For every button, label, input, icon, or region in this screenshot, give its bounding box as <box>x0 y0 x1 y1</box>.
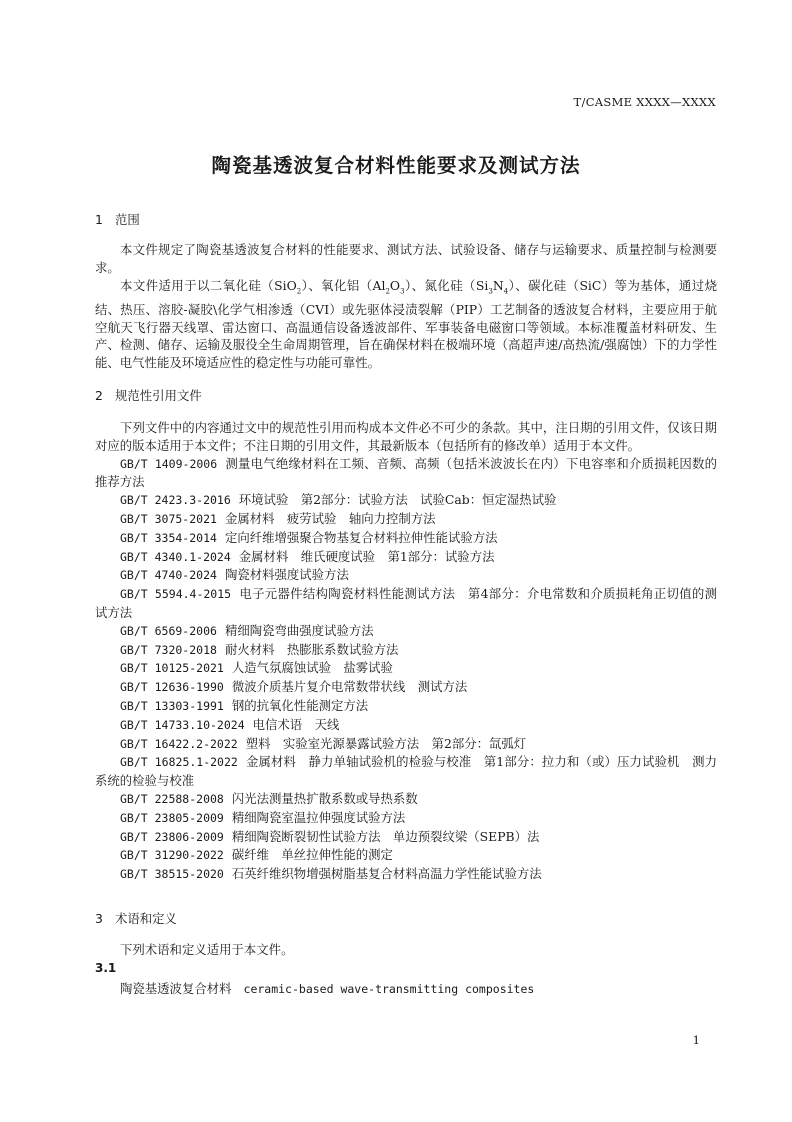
reference-item <box>95 641 717 660</box>
page-number: 1 <box>692 1033 700 1047</box>
reference-title: 石英纤维织物增强树脂基复合材料高温力学性能试验方法 <box>231 866 542 882</box>
reference-code: GB/T 14733.10-2024 <box>120 717 245 732</box>
document-title: 陶瓷基透波复合材料性能要求及测试方法 <box>211 154 581 177</box>
reference-title: 陶瓷材料强度试验方法 <box>224 567 349 583</box>
reference-code: GB/T 16825.1-2022 <box>120 755 238 770</box>
standard-number: T/CASME XXXX—XXXX <box>573 95 716 109</box>
reference-title: 精细陶瓷弯曲强度试验方法 <box>224 622 374 638</box>
section-normative-references <box>95 386 717 404</box>
reference-title: 环境试验 第2部分：试验方法 试验Cab：恒定湿热试验 <box>238 492 557 508</box>
reference-code: GB/T 6569-2006 <box>120 623 217 638</box>
references-list <box>95 419 717 884</box>
term-entry <box>95 979 717 997</box>
reference-code: GB/T 23806-2009 <box>120 829 224 844</box>
section-number: 1 <box>95 212 103 227</box>
scope-paragraph-2: 本文件适用于以二氧化硅（SiO$_2$）、氧化铝$(Al_2O_3)$、氮化硅$(Si_3N_4)$、碳化硅（SiC）等为基体，通过烧结、热压、溶胶-凝胶\化学气相渗透（CVI）或先驱体浸渍裂解（PIP）工艺制备的透波复合材料，主要应用于航空航天飞行器天线罩、雷达窗口、高温通信设备透波部件、军事装备电磁窗口等领域。本标准覆盖材料研发、生产、检测、储存、运输及服役全生命周期管理，旨在确保材料在极端环境（高超声速/高热流/强腐蚀）下的力学性能、电气性能及环境适应性的稳定性与功能可靠性。 <box>95 277 717 371</box>
reference-item <box>95 753 717 790</box>
reference-code: GB/T 38515-2020 <box>120 867 224 882</box>
reference-item <box>95 865 717 884</box>
reference-code: GB/T 31290-2022 <box>120 848 224 863</box>
section-heading <box>95 210 717 228</box>
reference-item <box>95 697 717 716</box>
reference-code: GB/T 4740-2024 <box>120 568 217 583</box>
reference-item <box>95 678 717 697</box>
reference-title: 定向纤维增强聚合物基复合材料拉伸性能试验方法 <box>224 529 498 545</box>
reference-item <box>95 846 717 865</box>
scope-paragraphs <box>95 241 717 372</box>
section-title: 范围 <box>115 212 140 227</box>
reference-item <box>95 622 717 641</box>
section-number: 3 <box>95 911 103 926</box>
reference-title: 精细陶瓷断裂韧性试验方法 单边预裂纹梁（SEPB）法 <box>231 828 540 844</box>
term-number: 3.1 <box>95 960 117 975</box>
reference-code: GB/T 23805-2009 <box>120 810 224 825</box>
reference-item <box>95 790 717 809</box>
reference-item <box>95 585 717 622</box>
reference-code: GB/T 3075-2021 <box>120 511 217 526</box>
reference-title: 金属材料 静力单轴试验机的检验与校准 第1部分：拉力和（或）压力试验机 测力系统的检验与校准 <box>95 754 717 789</box>
reference-title: 耐火材料 热膨胀系数试验方法 <box>224 641 399 657</box>
reference-title: 闪光法测量热扩散系数或导热系数 <box>231 790 418 806</box>
reference-code: GB/T 4340.1-2024 <box>120 549 231 564</box>
reference-item <box>95 809 717 828</box>
reference-code: GB/T 10125-2021 <box>120 661 224 676</box>
references-intro: 下列文件中的内容通过文中的规范性引用而构成本文件必不可少的条款。其中，注日期的引用文件，仅该日期对应的版本适用于本文件；不注日期的引用文件，其最新版本（包括所有的修改单）适用于本文件。 <box>95 420 717 453</box>
reference-title: 塑料 实验室光源暴露试验方法 第2部分：氙弧灯 <box>245 735 527 751</box>
reference-code: GB/T 22588-2008 <box>120 791 224 806</box>
reference-title: 电信术语 天线 <box>252 716 340 732</box>
reference-item <box>95 548 717 567</box>
term-chinese: 陶瓷基透波复合材料 <box>120 980 232 996</box>
terms-content <box>95 941 717 997</box>
reference-code: GB/T 3354-2014 <box>120 530 217 545</box>
reference-item <box>95 735 717 754</box>
section-scope <box>95 210 717 228</box>
reference-title: 人造气氛腐蚀试验 盐雾试验 <box>231 660 393 676</box>
reference-code: GB/T 16422.2-2022 <box>120 736 238 751</box>
reference-code: GB/T 12636-1990 <box>120 680 224 695</box>
section-heading <box>95 909 717 927</box>
reference-title: 微波介质基片复介电常数带状线 测试方法 <box>231 679 468 695</box>
reference-code: GB/T 2423.3-2016 <box>120 493 231 508</box>
section-title: 规范性引用文件 <box>115 388 202 403</box>
terms-intro: 下列术语和定义适用于本文件。 <box>120 942 294 957</box>
reference-code: GB/T 5594.4-2015 <box>120 587 232 602</box>
scope-paragraph-1: 本文件规定了陶瓷基透波复合材料的性能要求、测试方法、试验设备、储存与运输要求、质量控制与检测要求。 <box>95 242 717 275</box>
reference-code: GB/T 13303-1991 <box>120 698 224 713</box>
reference-title: 金属材料 维氏硬度试验 第1部分：试验方法 <box>238 548 495 564</box>
reference-item <box>95 529 717 548</box>
term-english: ceramic-based wave-transmitting composites <box>243 981 535 996</box>
reference-code: GB/T 1409-2006 <box>120 456 218 471</box>
reference-item <box>95 828 717 847</box>
reference-title: 钢的抗氧化性能测定方法 <box>231 697 369 713</box>
reference-item <box>95 659 717 678</box>
section-terms <box>95 909 717 927</box>
reference-item <box>95 510 717 529</box>
reference-title: 碳纤维 单丝拉伸性能的测定 <box>231 847 393 863</box>
reference-item <box>95 491 717 510</box>
reference-item <box>95 566 717 585</box>
reference-item <box>95 716 717 735</box>
reference-title: 精细陶瓷室温拉伸强度试验方法 <box>231 809 406 825</box>
reference-item <box>95 455 717 492</box>
section-heading <box>95 386 717 404</box>
reference-title: 金属材料 疲劳试验 轴向力控制方法 <box>224 510 436 526</box>
reference-code: GB/T 7320-2018 <box>120 642 217 657</box>
section-number: 2 <box>95 388 103 403</box>
reference-items <box>95 455 717 884</box>
reference-title: 测量电气绝缘材料在工频、音频、高频（包括米波波长在内）下电容率和介质损耗因数的推荐方法 <box>95 455 717 490</box>
section-title: 术语和定义 <box>115 911 177 926</box>
reference-title: 电子元器件结构陶瓷材料性能测试方法 第4部分：介电常数和介质损耗角正切值的测试方法 <box>95 586 718 620</box>
